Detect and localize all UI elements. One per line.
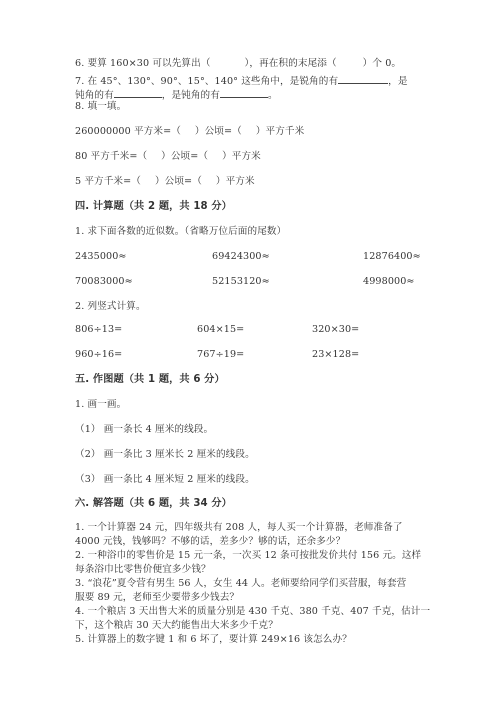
- calc-item: 806÷13=: [75, 324, 123, 335]
- row-text-c: ）平方千米: [255, 126, 305, 137]
- calc-item: 320×30=: [312, 324, 360, 335]
- word-problem-line: 3. “浪花”夏令营有男生 56 人，女生 44 人。老师要给同学们买营服，每套营: [75, 578, 407, 589]
- question-7-text-e: 。: [267, 90, 278, 101]
- calc-item: 767÷19=: [197, 349, 245, 360]
- word-problem-line: 1. 一个计算器 24 元，四年级共有 208 人，每人买一个计算器，老师准备了: [75, 522, 403, 533]
- word-problem-line: 5. 计算器上的数字键 1 和 6 坏了，要计算 249×16 该怎么办？: [75, 634, 352, 645]
- row-text-c: ）平方米: [215, 176, 255, 187]
- calc-item: 960÷16=: [75, 349, 123, 360]
- row-text-a: 80 平方千米=（: [75, 151, 148, 162]
- question-6-text-c: ）个 0。: [362, 58, 402, 69]
- question-7-text-b: ，是: [388, 76, 408, 87]
- question-8-row-3: [75, 176, 255, 188]
- answer-blank[interactable]: [114, 88, 162, 98]
- calc-item: 23×128=: [312, 349, 360, 360]
- word-problem-line: 每条浴巾比零售价便宜多少钱？: [75, 564, 211, 575]
- section-5-title: 五. 作图题（共 1 题，共 6 分）: [75, 374, 225, 385]
- approx-item: 69424300≈: [212, 251, 270, 262]
- approx-item: 52153120≈: [212, 276, 270, 287]
- row-text-a: 5 平方千米=（: [75, 176, 141, 187]
- word-problem-line: 下，这个粮店 30 天大约能售出大米多少千克？: [75, 620, 278, 631]
- row-text-b: ）公顷=（: [154, 176, 202, 187]
- drawing-task-3: （3） 画一条比 4 厘米短 2 厘米的线段。: [75, 474, 255, 485]
- question-6-text-a: 6. 要算 160×30 可以先算出（: [75, 58, 211, 69]
- drawing-task-2: （2） 画一条比 3 厘米长 2 厘米的线段。: [75, 449, 255, 460]
- question-7-line-1: [75, 74, 408, 88]
- section-5-question-1: 1. 画一画。: [75, 399, 127, 410]
- question-8-title: 8. 填一填。: [75, 101, 127, 112]
- question-7-text-a: 7. 在 45°、130°、90°、15°、140° 这些角中，是锐角的有: [75, 76, 339, 87]
- word-problem-line: 2. 一种浴巾的零售价是 15 元一条，一次买 12 条可按批发价共付 156 元。这样: [75, 550, 422, 561]
- approx-item: 70083000≈: [75, 276, 133, 287]
- row-text-a: 260000000 平方米=（: [75, 126, 181, 137]
- word-problem-line: 4. 一个粮店 3 天出售大米的质量分别是 430 千克、380 千克、407 千克，估计一: [75, 606, 431, 617]
- approx-item: 12876400≈: [363, 251, 421, 262]
- row-text-b: ）公顷=（: [194, 126, 242, 137]
- question-7-text-d: ，是钝角的有: [161, 90, 220, 101]
- section-6-title: 六. 解答题（共 6 题，共 34 分）: [75, 498, 232, 509]
- approx-item: 2435000≈: [75, 251, 127, 262]
- question-6-text-b: ），再在积的末尾添（: [244, 58, 337, 69]
- question-8-row-2: [75, 151, 261, 163]
- word-problem-line: 服要 89 元，老师至少要带多少钱去？: [75, 592, 240, 603]
- row-text-b: ）公顷=（: [161, 151, 209, 162]
- answer-blank[interactable]: [338, 74, 388, 84]
- calc-item: 604×15=: [197, 324, 245, 335]
- question-7-line-2: [75, 88, 278, 102]
- section-4-title: 四. 计算题（共 2 题，共 18 分）: [75, 201, 232, 212]
- answer-blank[interactable]: [220, 88, 268, 98]
- question-8-row-1: [75, 126, 304, 138]
- question-7-text-c: 钝角的有: [75, 90, 114, 101]
- approx-item: 4998000≈: [363, 276, 415, 287]
- row-text-c: ）平方米: [222, 151, 261, 162]
- section-4-question-2: 2. 列竖式计算。: [75, 301, 146, 312]
- drawing-task-1: （1） 画一条长 4 厘米的线段。: [75, 424, 214, 435]
- word-problem-line: 4000 元钱，钱够吗？不够的话，差多少？够的话，还余多少？: [75, 536, 346, 547]
- section-4-question-1: 1. 求下面各数的近似数。（省略万位后面的尾数）: [75, 226, 287, 237]
- question-6: [75, 58, 401, 70]
